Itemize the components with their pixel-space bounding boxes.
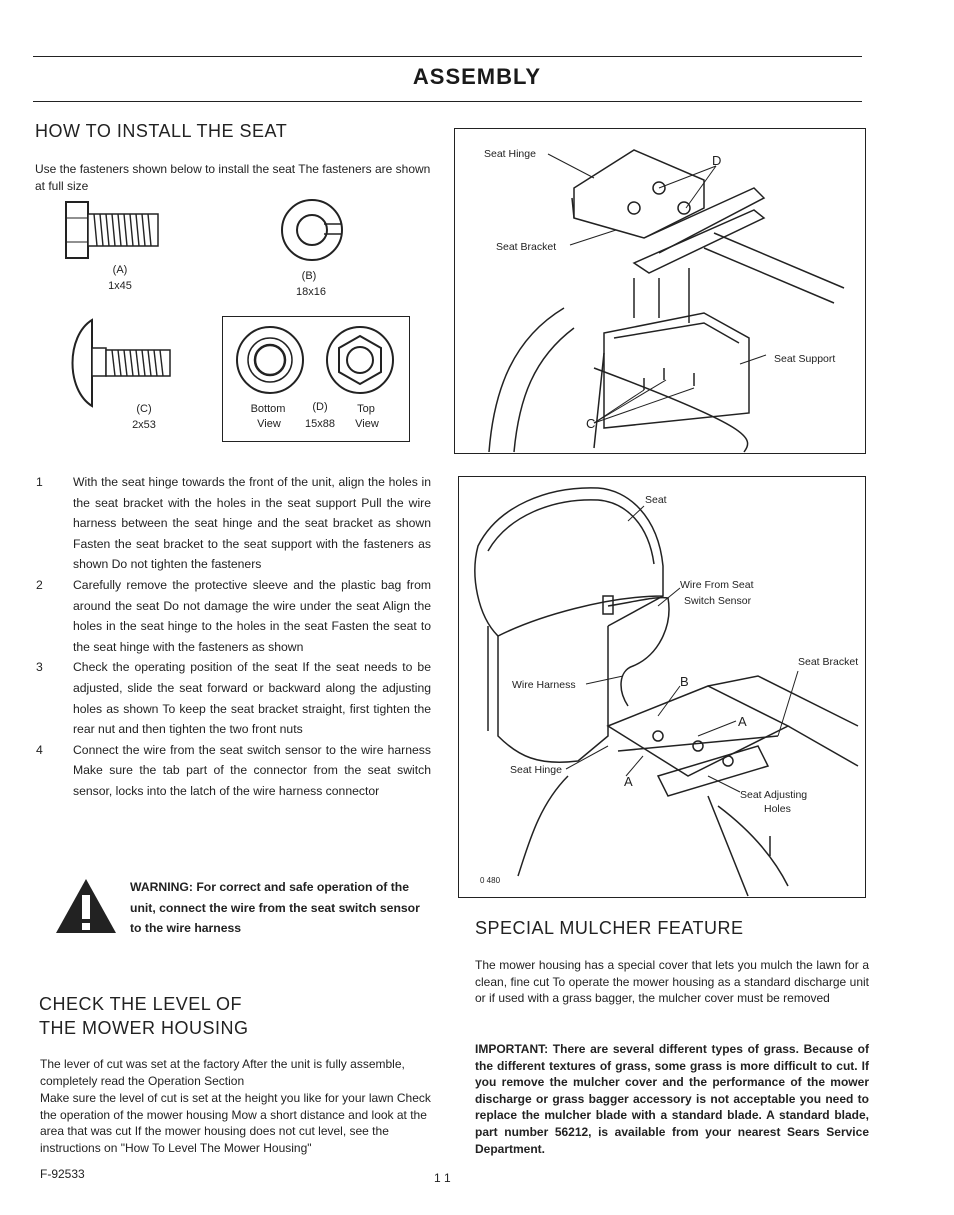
hex-bolt-icon: [64, 200, 164, 262]
level-para2: Make sure the level of cut is set at the height you like for your lawn Check the operation of the mower housing Mow a short distance and look at the area that was cut If the mower housing does not cut level, see the instructions on "How To Level The Mower Housing": [40, 1091, 431, 1155]
page-title: ASSEMBLY: [412, 64, 542, 89]
level-heading-line1: CHECK THE LEVEL OF: [39, 994, 243, 1014]
label-b: B: [680, 674, 689, 689]
seat-bracket-illustration: [454, 128, 864, 452]
label-d: D: [712, 153, 722, 168]
flange-nut-icon: [230, 324, 402, 400]
label-seat-hinge: Seat Hinge: [484, 148, 536, 160]
label-c: C: [586, 416, 596, 431]
label-seat-bracket-2: Seat Bracket: [798, 656, 859, 668]
doc-code: F-92533: [40, 1167, 85, 1181]
label-wire-from-seat: Wire From Seat: [680, 579, 754, 591]
seat-wiring-illustration: [458, 476, 864, 896]
label-seat-bracket: Seat Bracket: [496, 241, 557, 253]
step-4: 4 Connect the wire from the seat switch sensor to the wire harness Make sure the tab part of the connector from the seat switch sensor, locks into the latch of the wire harness connector: [36, 742, 431, 798]
carriage-bolt-icon: [72, 316, 182, 412]
fastener-a-label: (A): [112, 264, 128, 276]
warning-icon: [54, 877, 118, 935]
label-seat-hinge-2: Seat Hinge: [510, 764, 562, 776]
fastener-a-size: 1x45: [108, 280, 132, 292]
fastener-d-size: 15x88: [305, 418, 335, 430]
fastener-d-label: (D): [312, 401, 328, 413]
fastener-b-label: (B): [301, 270, 317, 282]
mulcher-heading: SPECIAL MULCHER FEATURE: [475, 918, 744, 938]
page-number: 1 1: [434, 1171, 451, 1185]
mulcher-para1: The mower housing has a special cover that lets you mulch the lawn for a clean, fine cut To operate the mower housing as a standard discharge unit or if used with a grass bagger, the mulcher cover must be removed: [475, 958, 869, 1006]
install-seat-heading: HOW TO INSTALL THE SEAT: [35, 121, 288, 141]
label-switch-sensor: Switch Sensor: [684, 595, 752, 607]
step-2: 2 Carefully remove the protective sleeve and the plastic bag from around the seat Do not damage the wire under the seat Align the holes in the seat hinge to the holes in the seat Fasten the seat to the seat hinge with the fasteners as shown: [36, 577, 431, 654]
label-holes: Holes: [764, 803, 791, 815]
label-wire-harness: Wire Harness: [512, 679, 576, 691]
label-seat: Seat: [645, 494, 667, 506]
level-para1: The lever of cut was set at the factory After the unit is fully assemble, completely read the Operation Section: [40, 1057, 405, 1088]
title-rule: [33, 101, 862, 102]
install-seat-intro: Use the fasteners shown below to install the seat The fasteners are shown at full size: [35, 162, 431, 193]
install-steps: [36, 472, 431, 802]
fastener-c-label: (C): [136, 403, 152, 415]
fastener-b-size: 18x16: [296, 286, 326, 298]
mulcher-important: IMPORTANT: There are several different types of grass. Because of the different textures of grass, some grass is more difficult to cut. If you remove the mulcher cover and the performance of the mower discharge or grass bagger accessory is not acceptable you need to replace the mulcher blade with a standard blade. A standard blade, part number 56212, is available from your nearest Sears Service Department.: [475, 1042, 869, 1156]
label-seat-support: Seat Support: [774, 353, 836, 365]
top-rule: [33, 56, 862, 57]
figure-code: 0 480: [480, 876, 501, 885]
fastener-d-top: Top: [357, 403, 375, 415]
label-a2: A: [624, 774, 633, 789]
warning-text: WARNING: For correct and safe operation of the unit, connect the wire from the seat switch sensor to the wire harness: [130, 880, 420, 936]
level-heading-line2: THE MOWER HOUSING: [39, 1018, 249, 1038]
label-a1: A: [738, 714, 747, 729]
step-1: 1 With the seat hinge towards the front of the unit, align the holes in the seat bracket with the holes in the seat support Pull the wire harness between the seat hinge and the seat bracket as shown Fasten the seat bracket to the seat support with the fasteners as shown Do not tighten the fasteners: [36, 475, 431, 572]
fastener-d-bottom: Bottom: [250, 403, 286, 415]
fastener-c-size: 2x53: [132, 419, 156, 431]
label-seat-adjusting: Seat Adjusting: [740, 789, 808, 801]
step-3: 3 Check the operating position of the seat If the seat needs to be adjusted, slide the seat forward or backward along the adjusting holes as shown To keep the seat bracket straight, first tighten the rear nut and then tighten the two front nuts: [36, 660, 431, 737]
fastener-d-view-top: View: [355, 418, 379, 430]
lock-washer-icon: [280, 198, 344, 262]
fastener-d-view-bottom: View: [257, 418, 281, 430]
